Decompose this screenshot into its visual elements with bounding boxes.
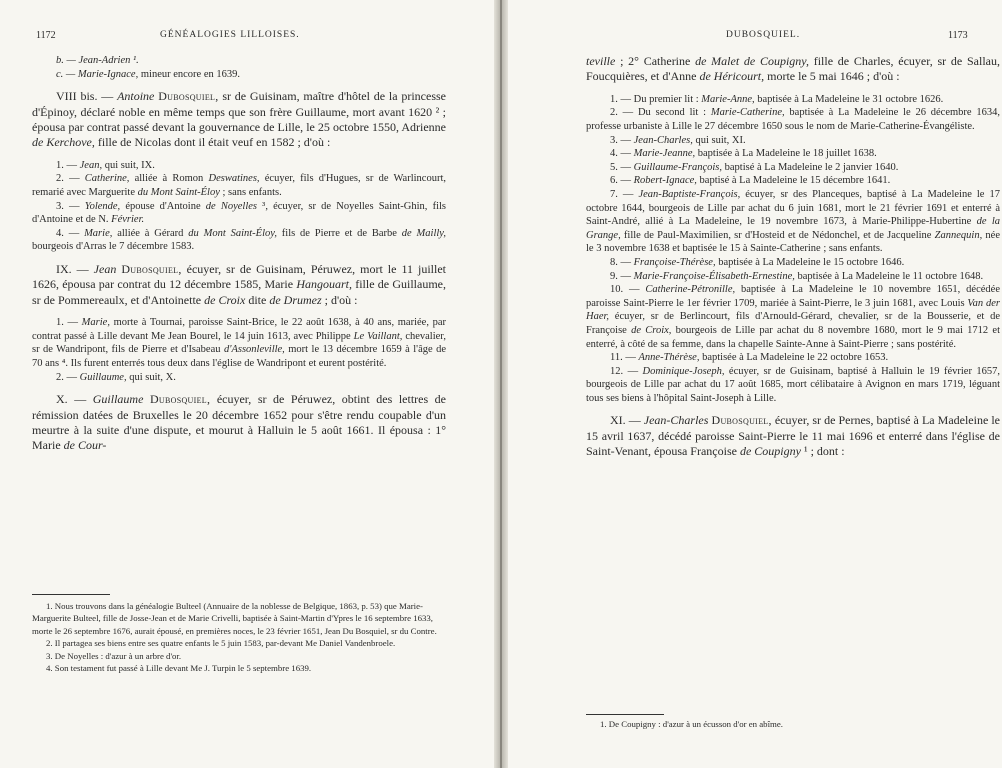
text-paragraph: 12. — Dominique-Joseph, écuyer, sr de Guisinam, baptisé à Halluin le 19 février 1657, bourgeois de Lille par achat du 17 août 1685, mort célibataire à Avignon en mars 1719, léguant tous ses biens à l'hôpital Saint-Joseph à Lille. (586, 365, 1001, 404)
text-paragraph: c. — Marie-Ignace, mineur encore en 1639. (56, 68, 240, 80)
footnote: 3. De Noyelles : d'azur à un arbre d'or. (46, 650, 182, 661)
footnote: 4. Son testament fut passé à Lille devant Me J. Turpin le 5 septembre 1639. (46, 663, 312, 674)
left-footnote-rule (32, 594, 110, 595)
right-page (508, 0, 1002, 768)
right-running-head: DUBOSQUIEL. (726, 30, 801, 40)
text-paragraph: 5. — Guillaume-François, baptisé à La Madeleine le 2 janvier 1640. (610, 161, 899, 173)
left-body-text (32, 54, 446, 454)
text-paragraph: b. — Jean-Adrien ¹. (56, 55, 139, 66)
text-paragraph: 2. — Catherine, alliée à Romon Deswatines, écuyer, fils d'Hugues, sr de Warlincourt, remarié avec Marguerite du Mont Saint-Éloy ; sans enfants. (32, 173, 447, 198)
left-page-number: 1172 (36, 30, 56, 41)
text-paragraph: 1. — Jean, qui suit, IX. (56, 159, 155, 171)
text-paragraph: 9. — Marie-Françoise-Élisabeth-Ernestine, baptisée à La Madeleine le 11 octobre 1648. (610, 270, 984, 282)
right-body-text (586, 54, 1000, 460)
left-footnotes (32, 600, 446, 674)
right-footnote-rule (586, 714, 664, 715)
text-paragraph: 2. — Du second lit : Marie-Catherine, baptisée à La Madeleine le 26 décembre 1634, professe urbaniste à Lille le 27 décembre 1650 sous le nom de Marie-Catherine-Évangéliste. (586, 107, 1000, 132)
book-gutter (494, 0, 508, 768)
text-paragraph: 3. — Jean-Charles, qui suit, XI. (610, 134, 746, 146)
right-footnotes (586, 718, 1000, 730)
text-paragraph: VIII bis. — Antoine Dubosquiel, sr de Guisinam, maître d'hôtel de la princesse d'Épinoy, déclaré noble en même temps que son frère Guillaume, mort avant 1620 ² ; épousa par contrat passé devant la gouvernance de Lille, le 25 octobre 1550, Adrienne de Kerchove, fille de Nicolas dont il était veuf en 1582 ; d'où : (32, 89, 446, 150)
text-paragraph: 11. — Anne-Thérèse, baptisée à La Madeleine le 22 octobre 1653. (610, 352, 889, 364)
text-paragraph: 3. — Yolende, épouse d'Antoine de Noyelles ³, écuyer, sr de Noyelles Saint-Ghin, fils d'Antoine et de N. Février. (32, 200, 446, 226)
text-paragraph: XI. — Jean-Charles Dubosquiel, écuyer, sr de Pernes, baptisé à La Madeleine le 15 avril 1637, décédé paroisse Saint-Pierre le 11 mai 1696 et enterré dans l'église de Saint-Venant, épousa Françoise de Coupigny ¹ ; dont : (586, 413, 1000, 459)
left-page (0, 0, 494, 768)
text-paragraph: IX. — Jean Dubosquiel, écuyer, sr de Guisinam, Péruwez, mort le 11 juillet 1626, épousa par contrat du 12 décembre 1585, Marie Hangouart, fille de Guillaume, sr de Pommereaulx, et d'Antoinette de Croix dite de Drumez ; d'où : (32, 261, 447, 307)
text-paragraph: 8. — Françoise-Thérèse, baptisée à La Madeleine le 15 octobre 1646. (610, 256, 905, 268)
text-paragraph: 2. — Guillaume, qui suit, X. (56, 371, 176, 383)
text-paragraph: X. — Guillaume Dubosquiel, écuyer, sr de Péruwez, obtint des lettres de rémission datées de Bruxelles le 20 décembre 1652 pour s'être rendu coupable d'un meurtre à la suite d'une dispute, et mourut à Halluin le 5 août 1661. Il épousa : 1° Marie de Cour- (32, 392, 447, 453)
left-running-head: GÉNÉALOGIES LILLOISES. (160, 30, 300, 40)
footnote: 1. Nous trouvons dans la généalogie Bulteel (Annuaire de la noblesse de Belgique, 1863, p. 53) que Marie-Marguerite Bulteel, fille de Josse-Jean et de Marie Crivelli, baptisée à Saint-Martin d'Ypres le 16 septembre 1633, morte le 26 septembre 1676, aurait épousé, en premières noces, le 23 février 1651, Jean Du Bosquiel, sr du Contre. (32, 601, 437, 636)
text-paragraph: 10. — Catherine-Pétronille, baptisée à La Madeleine le 10 novembre 1651, décédée paroisse Saint-Pierre le 1er février 1709, mariée à Saint-Pierre, le 3 juin 1681, avec Louis Van der Haer, écuyer, sr de Berlincourt, fils d'Arnould-Gérard, chevalier, sr de la Bousserie, et de Françoise de Croix, bourgeois de Lille par achat du 8 novembre 1680, mort le 9 mai 1712 et enterré, à côté de sa femme, dans la chapelle Sainte-Anne à Saint-Pierre ; sans postérité. (586, 284, 1000, 350)
text-paragraph: 4. — Marie, alliée à Gérard du Mont Saint-Éloy, fils de Pierre et de Barbe de Mailly, bourgeois d'Arras le 7 décembre 1583. (32, 227, 446, 253)
text-paragraph: 1. — Du premier lit : Marie-Anne, baptisée à La Madeleine le 31 octobre 1626. (610, 93, 944, 105)
footnote: 2. Il partagea ses biens entre ses quatre enfants le 5 juin 1583, par-devant Me Daniel Vandenbroele. (46, 638, 396, 649)
footnote: 1. De Coupigny : d'azur à un écusson d'or en abîme. (600, 719, 783, 729)
text-paragraph: 7. — Jean-Baptiste-François, écuyer, sr des Planceques, baptisé à La Madeleine le 17 octobre 1644, bourgeois de Lille par achat du 6 juin 1681, mort le 21 février 1691 et enterré à Saint-André, allié à La Madeleine, le 19 novembre 1673, à Marie-Philippe-Hubertine de la Grange, fille de Paul-Maximilien, sr d'Hosteid et de Nédonchel, et de Jacqueline Zannequin, née le 3 novembre 1638 et baptisée le 15 à Sainte-Catherine ; sans enfants. (586, 188, 1001, 255)
right-page-number: 1173 (948, 30, 968, 41)
text-paragraph: 6. — Robert-Ignace, baptisé à La Madeleine le 15 décembre 1641. (610, 175, 891, 187)
text-paragraph: teville ; 2° Catherine de Malet de Coupigny, fille de Charles, écuyer, sr de Sallau, Foucquières, et d'Anne de Héricourt, morte le 5 mai 1646 ; d'où : (586, 54, 1000, 84)
text-paragraph: 1. — Marie, morte à Tournai, paroisse Saint-Brice, le 22 août 1638, à 40 ans, mariée, par contrat passé à Lille devant Me Jean Bourel, le 14 juin 1613, avec Philippe Le Vaillant, chevalier, sr de Wandripont, fils de Pierre et d'Isabeau d'Assonleville, mort le 13 décembre 1659 à l'âge de 70 ans ⁴. Ils furent enterrés tous deux dans l'église de Wandripont et eurent postérité. (32, 317, 447, 369)
text-paragraph: 4. — Marie-Jeanne, baptisée à La Madeleine le 18 juillet 1638. (610, 148, 877, 160)
